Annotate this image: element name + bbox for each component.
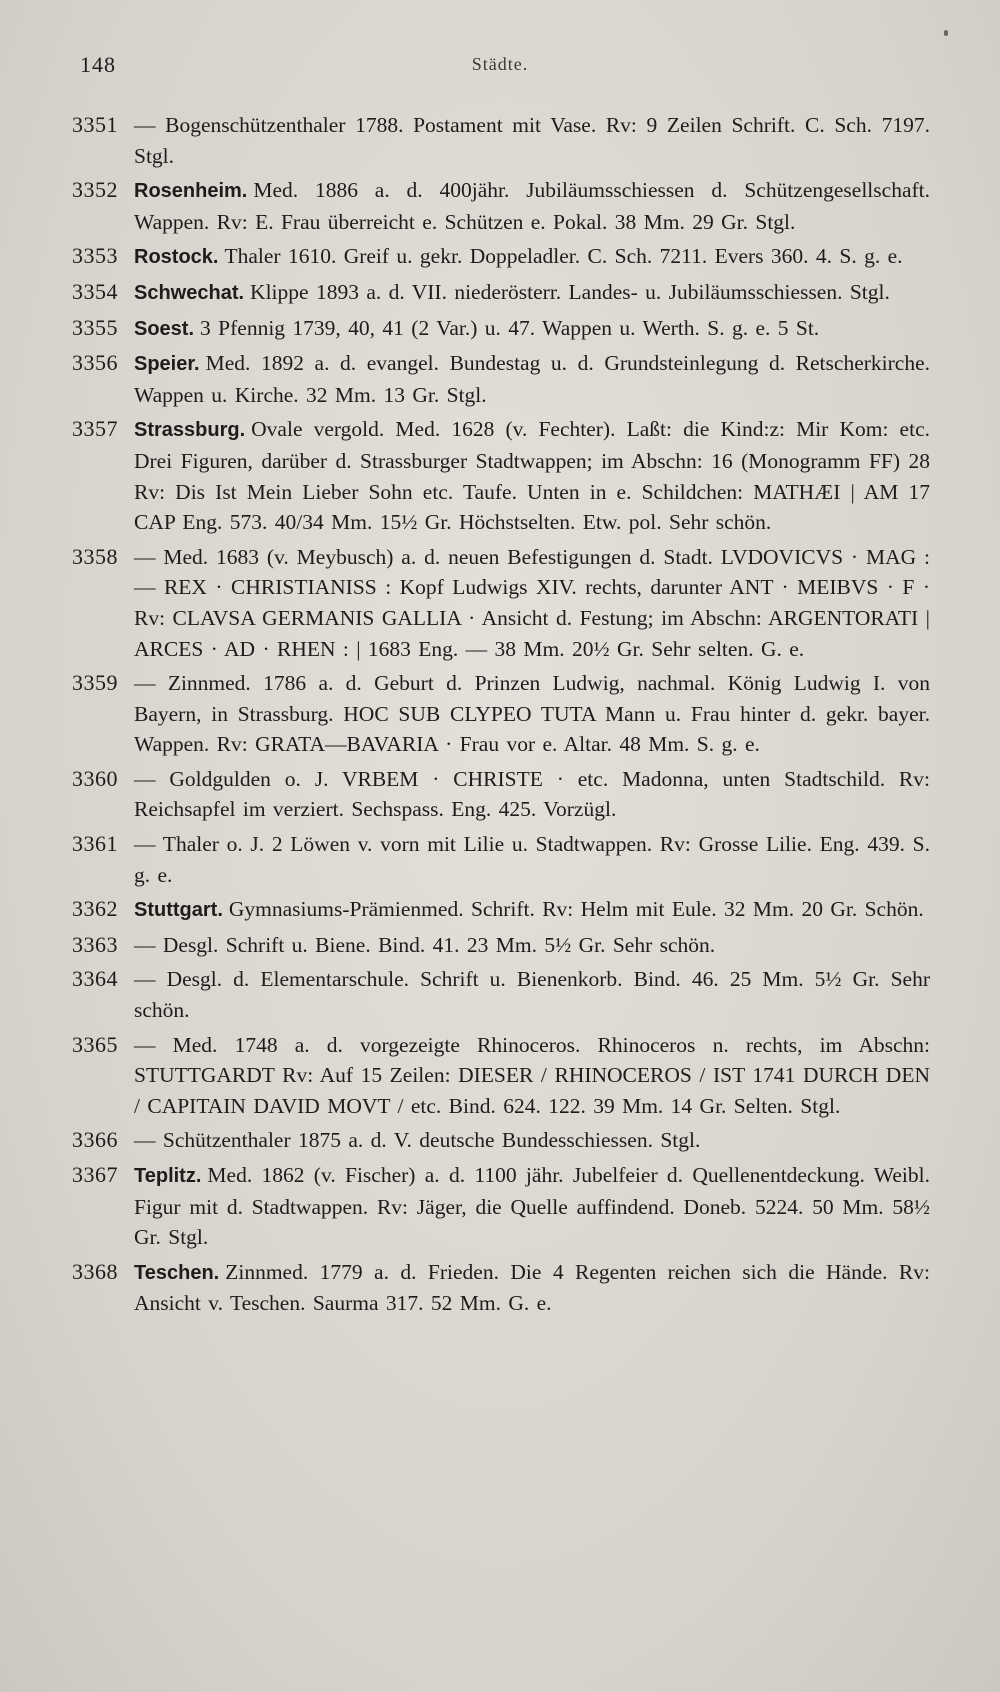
catalog-entry	[72, 241, 930, 273]
catalog-entries	[72, 110, 930, 1323]
entry-body: Med. 1886 a. d. 400jähr. Jubiläumsschiessen d. Schützengesellschaft. Wappen. Rv: E. Frau überreicht e. Schützen e. Pokal. 38 Mm. 29 Gr. Stgl.	[134, 178, 930, 234]
entry-number: 3354	[72, 278, 118, 304]
city-name: Stuttgart.	[134, 899, 223, 922]
entry-description	[134, 414, 930, 537]
catalog-entry	[72, 964, 930, 1025]
catalog-entry	[72, 1030, 930, 1122]
entry-number: 3362	[72, 896, 118, 922]
entry-body: — Thaler o. J. 2 Löwen v. vorn mit Lilie u. Stadtwappen. Rv: Grosse Lilie. Eng. 439. S. g. e.	[134, 832, 930, 887]
entry-body: Klippe 1893 a. d. VII. niederösterr. Landes- u. Jubiläumsschiessen. Stgl.	[250, 279, 890, 304]
catalog-entry	[72, 414, 930, 537]
entry-number: 3358	[72, 543, 118, 569]
entry-number: 3352	[72, 177, 118, 203]
entry-number: 3365	[72, 1031, 118, 1057]
city-name: Speier.	[134, 353, 200, 376]
entry-number: 3363	[72, 931, 118, 957]
entry-description	[134, 1125, 930, 1156]
entry-body: Gymnasiums-Prämienmed. Schrift. Rv: Helm mit Eule. 32 Mm. 20 Gr. Schön.	[228, 897, 924, 922]
entry-body: Thaler 1610. Greif u. gekr. Doppeladler. C. Sch. 7211. Evers 360. 4. S. g. e.	[224, 244, 903, 269]
catalog-entry	[72, 542, 930, 664]
entry-number: 3361	[72, 831, 118, 857]
city-name: Strassburg.	[134, 419, 246, 442]
catalog-entry	[72, 829, 930, 890]
paper-speck	[944, 30, 948, 36]
entry-body: Ovale vergold. Med. 1628 (v. Fechter). Laßt: die Kind:z: Mir Kom: etc. Drei Figuren, darüber d. Strassburger Stadtwappen; im Abschn: 16 (Monogramm FF) 28 Rv: Dis Ist Mein Lieber Sohn etc. Taufe. Unten in e. Schildchen: MATHÆI | AM 17 CAP Eng. 573. 40/34 Mm. 15½ Gr. Höchstselten. Etw. pol. Sehr schön.	[134, 417, 930, 535]
catalog-entry	[72, 348, 930, 410]
entry-description	[134, 313, 930, 345]
entry-description	[134, 964, 930, 1025]
entry-number: 3356	[72, 350, 118, 376]
entry-number: 3367	[72, 1162, 118, 1187]
entry-description	[134, 542, 930, 664]
entry-description	[134, 1030, 930, 1122]
catalog-entry	[72, 313, 930, 345]
entry-description	[134, 764, 930, 825]
entry-body: — Goldgulden o. J. VRBEM · CHRISTE · etc. Madonna, unten Stadtschild. Rv: Reichsapfel im verziert. Sechspass. Eng. 425. Vorzügl.	[134, 766, 930, 822]
entry-number: 3351	[72, 112, 118, 137]
catalog-entry	[72, 764, 930, 825]
entry-description	[134, 894, 930, 926]
entry-number: 3366	[72, 1127, 118, 1153]
entry-body: Med. 1892 a. d. evangel. Bundestag u. d. Grundsteinlegung d. Retscherkirche. Wappen u. Kirche. 32 Mm. 13 Gr. Stgl.	[134, 351, 930, 407]
entry-body: — Med. 1748 a. d. vorgezeigte Rhinoceros. Rhinoceros n. rechts, im Abschn: STUTTGARDT Rv: Auf 15 Zeilen: DIESER / RHINOCEROS / IST 1741 DURCH DEN / CAPITAIN DAVID MOVT / etc. Bind. 624. 122. 39 Mm. 14 Gr. Selten. Stgl.	[134, 1032, 930, 1118]
city-name: Teschen.	[134, 1261, 220, 1284]
entry-body: — Med. 1683 (v. Meybusch) a. d. neuen Befestigungen d. Stadt. LVDOVICVS · MAG : — REX · CHRISTIANISS : Kopf Ludwigs XIV. rechts, darunter ANT · MEIBVS · F · Rv: CLAVSA GERMANIS GALLIA · Ansicht d. Festung; im Abschn: ARGENTORATI | ARCES · AD · RHEN : | 1683 Eng. — 38 Mm. 20½ Gr. Sehr selten. G. e.	[134, 544, 930, 661]
entry-description	[134, 110, 930, 171]
catalog-entry	[72, 110, 930, 171]
catalog-entry	[72, 1257, 930, 1319]
entry-body: Zinnmed. 1779 a. d. Frieden. Die 4 Regenten reichen sich die Hände. Rv: Ansicht v. Teschen. Saurma 317. 52 Mm. G. e.	[134, 1259, 930, 1316]
catalog-entry	[72, 894, 930, 926]
entry-description	[134, 668, 930, 760]
entry-number: 3353	[72, 243, 118, 269]
entry-description	[134, 277, 930, 309]
city-name: Teplitz.	[134, 1165, 202, 1187]
entry-description	[134, 1257, 930, 1319]
entry-number: 3357	[72, 416, 118, 442]
city-name: Schwechat.	[134, 281, 245, 304]
running-head: Städte.	[471, 54, 529, 74]
catalog-entry	[72, 668, 930, 760]
catalog-entry	[72, 277, 930, 309]
entry-number: 3360	[72, 765, 118, 791]
entry-description	[134, 930, 930, 961]
entry-body: — Desgl. d. Elementarschule. Schrift u. Bienenkorb. Bind. 46. 25 Mm. 5½ Gr. Sehr schön.	[134, 967, 930, 1023]
entry-description	[134, 348, 930, 410]
catalog-entry	[72, 1160, 930, 1253]
catalog-entry	[72, 930, 930, 961]
entry-number: 3368	[72, 1258, 118, 1284]
city-name: Rosenheim.	[134, 180, 248, 203]
entry-description	[134, 175, 930, 237]
entry-body: — Desgl. Schrift u. Biene. Bind. 41. 23 Mm. 5½ Gr. Sehr schön.	[134, 932, 716, 957]
entry-number: 3359	[72, 670, 118, 696]
entry-body: 3 Pfennig 1739, 40, 41 (2 Var.) u. 47. Wappen u. Werth. S. g. e. 5 St.	[200, 315, 820, 340]
entry-body: — Schützenthaler 1875 a. d. V. deutsche Bundesschiessen. Stgl.	[134, 1128, 701, 1153]
entry-body: Med. 1862 (v. Fischer) a. d. 1100 jähr. Jubelfeier d. Quellenentdeckung. Weibl. Figur mit d. Stadtwappen. Rv: Jäger, die Quelle auffindend. Doneb. 5224. 50 Mm. 58½ Gr. Stgl.	[134, 1163, 930, 1250]
entry-body: — Bogenschützenthaler 1788. Postament mit Vase. Rv: 9 Zeilen Schrift. C. Sch. 7197. Stgl.	[134, 113, 930, 168]
catalog-entry	[72, 1125, 930, 1156]
catalog-entry	[72, 175, 930, 237]
page-number: 148	[80, 52, 116, 77]
entry-description	[134, 829, 930, 890]
entry-description	[134, 1160, 930, 1253]
entry-body: — Zinnmed. 1786 a. d. Geburt d. Prinzen Ludwig, nachmal. König Ludwig I. von Bayern, in Strassburg. HOC SUB CLYPEO TUTA Mann u. Frau hinter d. gekr. bayer. Wappen. Rv: GRATA—BAVARIA · Frau vor e. Altar. 48 Mm. S. g. e.	[134, 671, 930, 757]
city-name: Soest.	[134, 317, 195, 340]
city-name: Rostock.	[134, 246, 219, 269]
entry-number: 3355	[72, 314, 118, 340]
entry-number: 3364	[72, 966, 118, 992]
entry-description	[134, 241, 930, 273]
